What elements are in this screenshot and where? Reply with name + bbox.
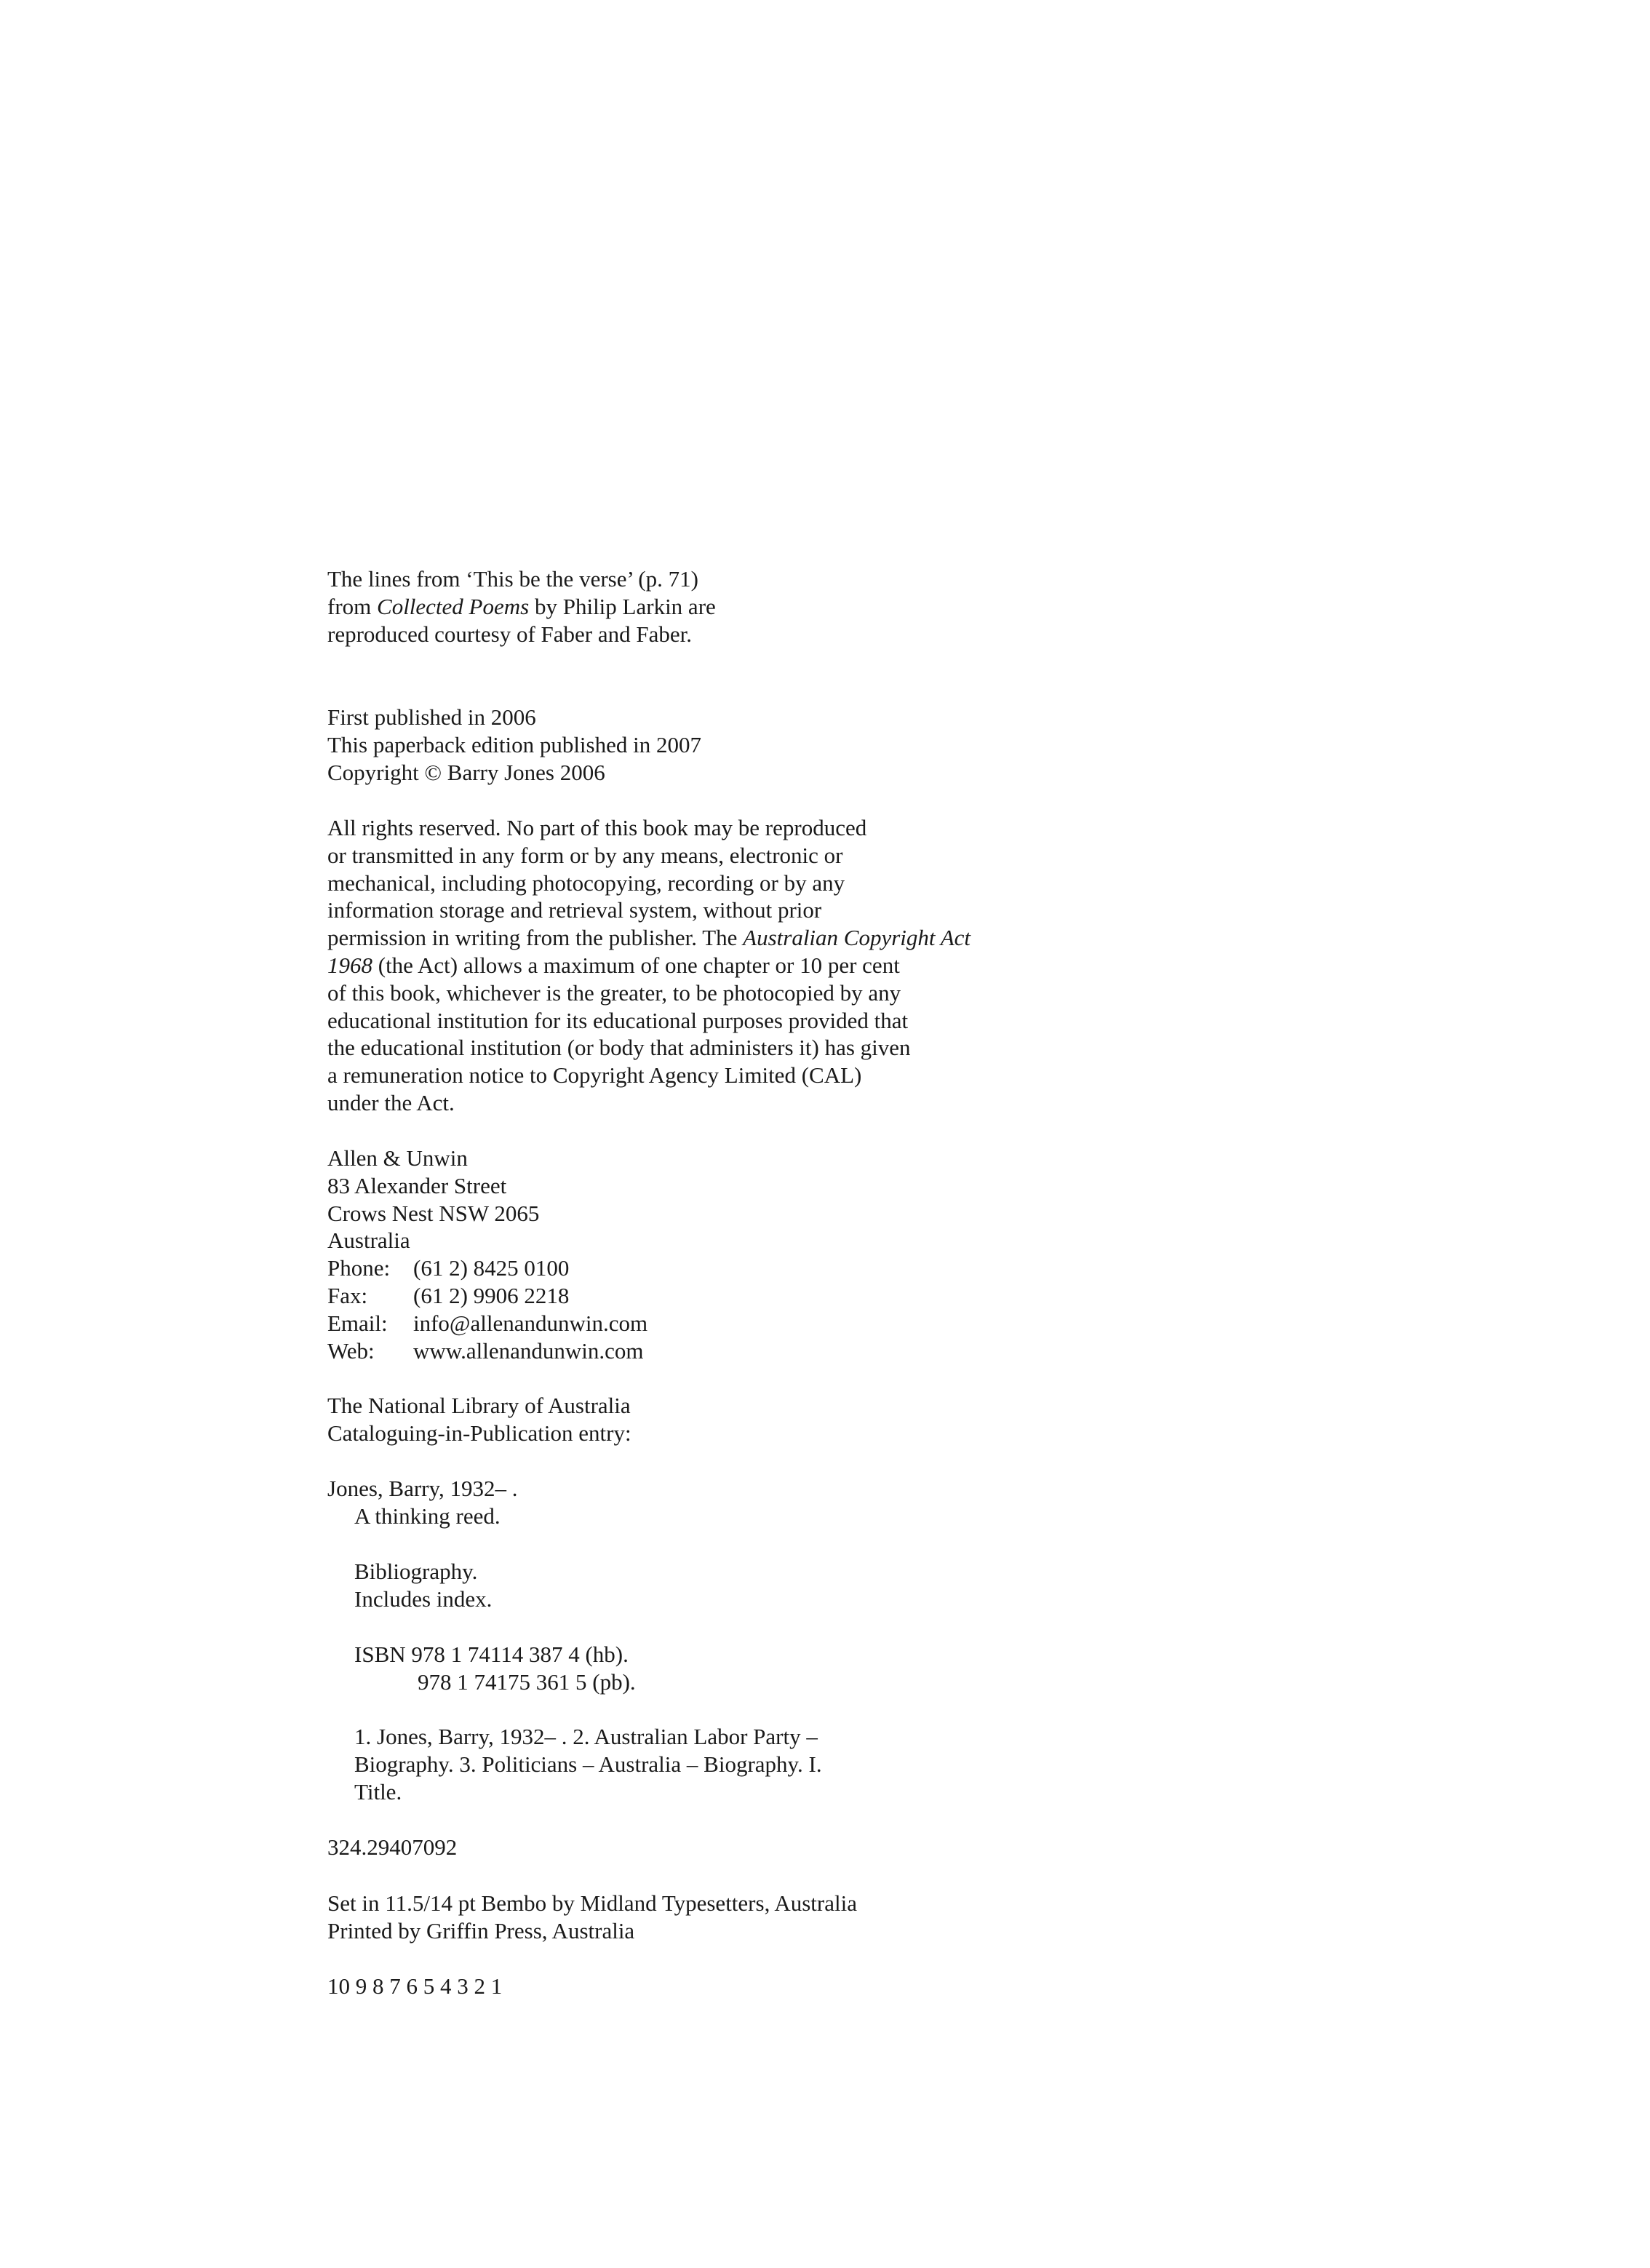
web-address: www.allenandunwin.com [413, 1337, 644, 1364]
printer-note: Printed by Griffin Press, Australia [327, 1917, 635, 1943]
credits-block [327, 565, 716, 648]
rights-line [327, 952, 971, 979]
cip-subjects-block [327, 1723, 822, 1805]
fax-number: (61 2) 9906 2218 [413, 1282, 570, 1308]
rights-line: a remuneration notice to Copyright Agency Limited (CAL) [327, 1062, 862, 1089]
cip-subject-line: Title. [354, 1778, 402, 1805]
contact-label: Fax: [327, 1282, 368, 1308]
paperback-edition: This paperback edition published in 2007 [327, 731, 701, 757]
rights-line: All rights reserved. No part of this book may be reproduced [327, 815, 867, 840]
cip-note-index: Includes index. [354, 1585, 493, 1612]
cip-notes-block [327, 1558, 492, 1613]
rights-line: mechanical, including photocopying, recording or by any [327, 870, 845, 896]
rights-line: educational institution for its educational purposes provided that [327, 1007, 909, 1033]
publisher-country: Australia [327, 1227, 410, 1254]
isbn-paperback: 978 1 74175 361 5 (pb). [418, 1668, 636, 1695]
contact-label: Email: [327, 1310, 388, 1336]
typesetting-note: Set in 11.5/14 pt Bembo by Midland Typesetters, Australia [327, 1890, 857, 1916]
first-published: First published in 2006 [327, 704, 536, 730]
copyright-notice: Copyright © Barry Jones 2006 [327, 759, 605, 785]
isbn-hardback: ISBN 978 1 74114 387 4 (hb). [354, 1642, 629, 1667]
rights-line-5-pre: permission in writing from the publisher. The [327, 925, 744, 951]
rights-line: under the Act. [327, 1089, 455, 1115]
rights-block [327, 814, 971, 1117]
rights-line: of this book, whichever is the greater, to be photocopied by any [327, 979, 901, 1006]
rights-line: or transmitted in any form or by any means, electronic or [327, 842, 843, 868]
credits-line-1: The lines from ‘This be the verse’ (p. 71) [327, 566, 698, 592]
dewey-number: 324.29407092 [327, 1834, 458, 1860]
contact-label: Web: [327, 1337, 375, 1364]
contact-row-email [327, 1310, 647, 1337]
rights-line [327, 924, 971, 952]
copyright-act-year-italic: 1968 [327, 952, 372, 978]
publisher-name: Allen & Unwin [327, 1145, 468, 1171]
rights-line: the educational institution (or body that administers it) has given [327, 1035, 911, 1061]
rights-line: information storage and retrieval system, without prior [327, 897, 822, 923]
publisher-street: 83 Alexander Street [327, 1172, 507, 1198]
credits-line-2-pre: from [327, 593, 378, 619]
publisher-block [327, 1145, 647, 1364]
print-line: 10 9 8 7 6 5 4 3 2 1 [327, 1973, 503, 1999]
rights-line-6-post: (the Act) allows a maximum of one chapter or 10 per cent [372, 952, 900, 978]
cip-isbn-block [327, 1641, 636, 1696]
cip-title: A thinking reed. [354, 1503, 501, 1529]
contact-row-web [327, 1337, 647, 1365]
cip-author: Jones, Barry, 1932– . [327, 1476, 518, 1501]
email-address: info@allenandunwin.com [413, 1310, 648, 1336]
contact-row-phone [327, 1254, 647, 1282]
dewey-block [327, 1834, 457, 1861]
cip-header-block [327, 1392, 631, 1447]
contact-row-fax [327, 1282, 647, 1310]
cip-note-bibliography: Bibliography. [354, 1559, 478, 1584]
cip-header-1: The National Library of Australia [327, 1393, 631, 1418]
contact-label: Phone: [327, 1255, 391, 1281]
cip-entry-block [327, 1475, 517, 1530]
credits-line-2 [327, 593, 716, 621]
production-block [327, 1890, 857, 1945]
cip-subject-line: 1. Jones, Barry, 1932– . 2. Australian Labor Party – [354, 1724, 818, 1749]
print-line-block [327, 1973, 502, 2000]
publisher-city: Crows Nest NSW 2065 [327, 1200, 540, 1226]
cip-subject-line: Biography. 3. Politicians – Australia – Biography. I. [354, 1751, 822, 1777]
cip-header-2: Cataloguing-in-Publication entry: [327, 1420, 631, 1446]
phone-number: (61 2) 8425 0100 [413, 1255, 570, 1281]
book-title-italic: Collected Poems [377, 593, 530, 619]
credits-line-2-post: by Philip Larkin are [529, 593, 716, 619]
copyright-act-italic: Australian Copyright Act [743, 925, 971, 951]
credits-line-3: reproduced courtesy of Faber and Faber. [327, 621, 692, 647]
publication-block [327, 704, 701, 786]
